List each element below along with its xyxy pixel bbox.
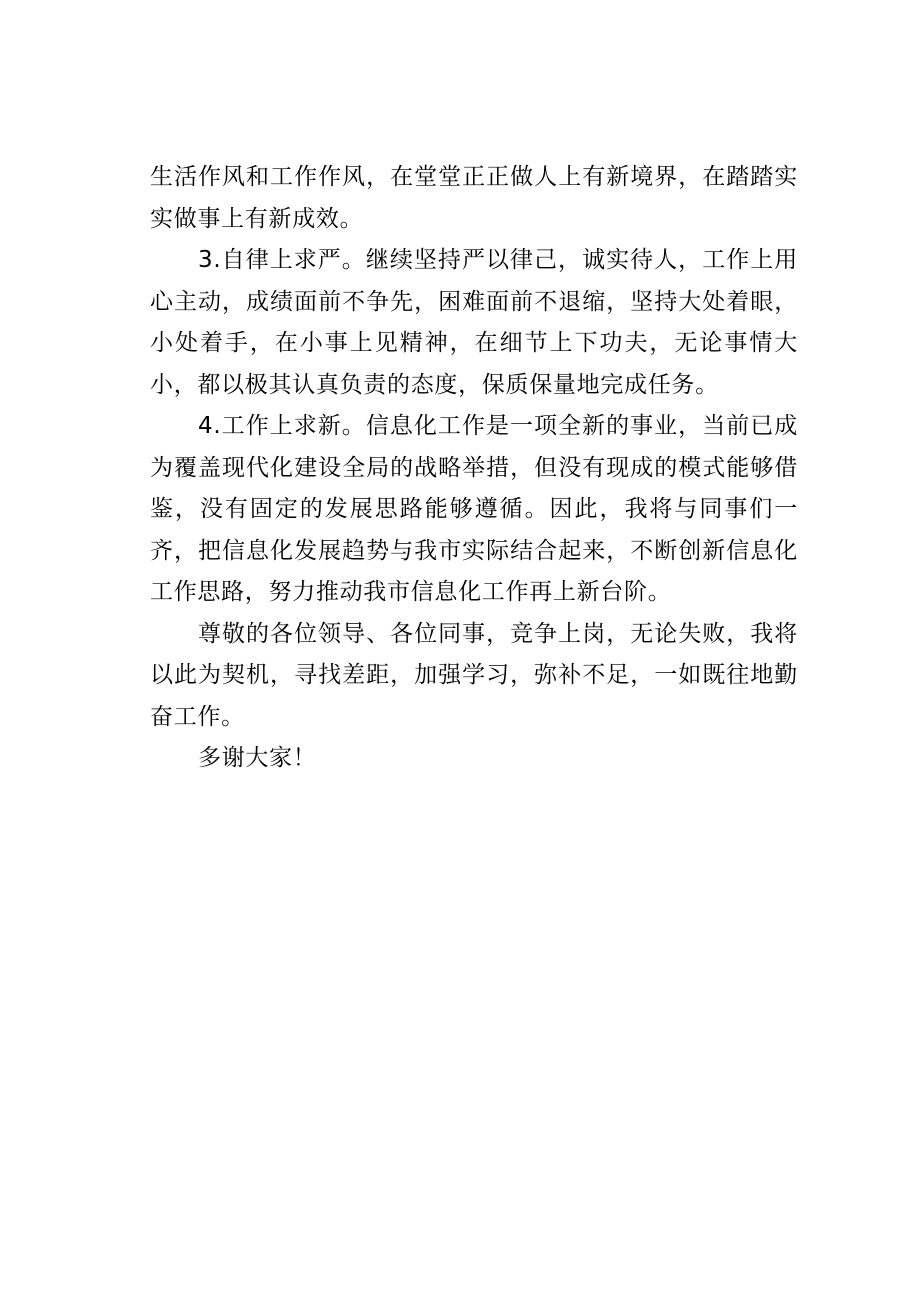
paragraph-self-discipline: 3.自律上求严。继续坚持严以律己，诚实待人，工作上用心主动，成绩面前不争先，困难面前不退缩，坚持大处着眼，小处着手，在小事上见精神，在细节上下功夫，无论事情大小，都以极其认真负责的态度，保质保量地完成任务。 [150, 247, 798, 398]
paragraph-innovation: 4.工作上求新。信息化工作是一项全新的事业，当前已成为覆盖现代化建设全局的战略举措，但没有现成的模式能够借鉴，没有固定的发展思路能够遵循。因此，我将与同事们一齐，把信息化发展趋势与我市实际结合起来，不断创新信息化工作思路，努力推动我市信息化工作再上新台阶。 [150, 413, 798, 605]
document-page [150, 157, 798, 780]
paragraph-continuation: 生活作风和工作作风，在堂堂正正做人上有新境界，在踏踏实实做事上有新成效。 [150, 164, 798, 232]
paragraph-closing: 尊敬的各位领导、各位同事，竞争上岗，无论失败，我将以此为契机，寻找差距，加强学习，弥补不足，一如既往地勤奋工作。 [150, 620, 798, 730]
paragraph-thanks: 多谢大家！ [198, 745, 317, 771]
